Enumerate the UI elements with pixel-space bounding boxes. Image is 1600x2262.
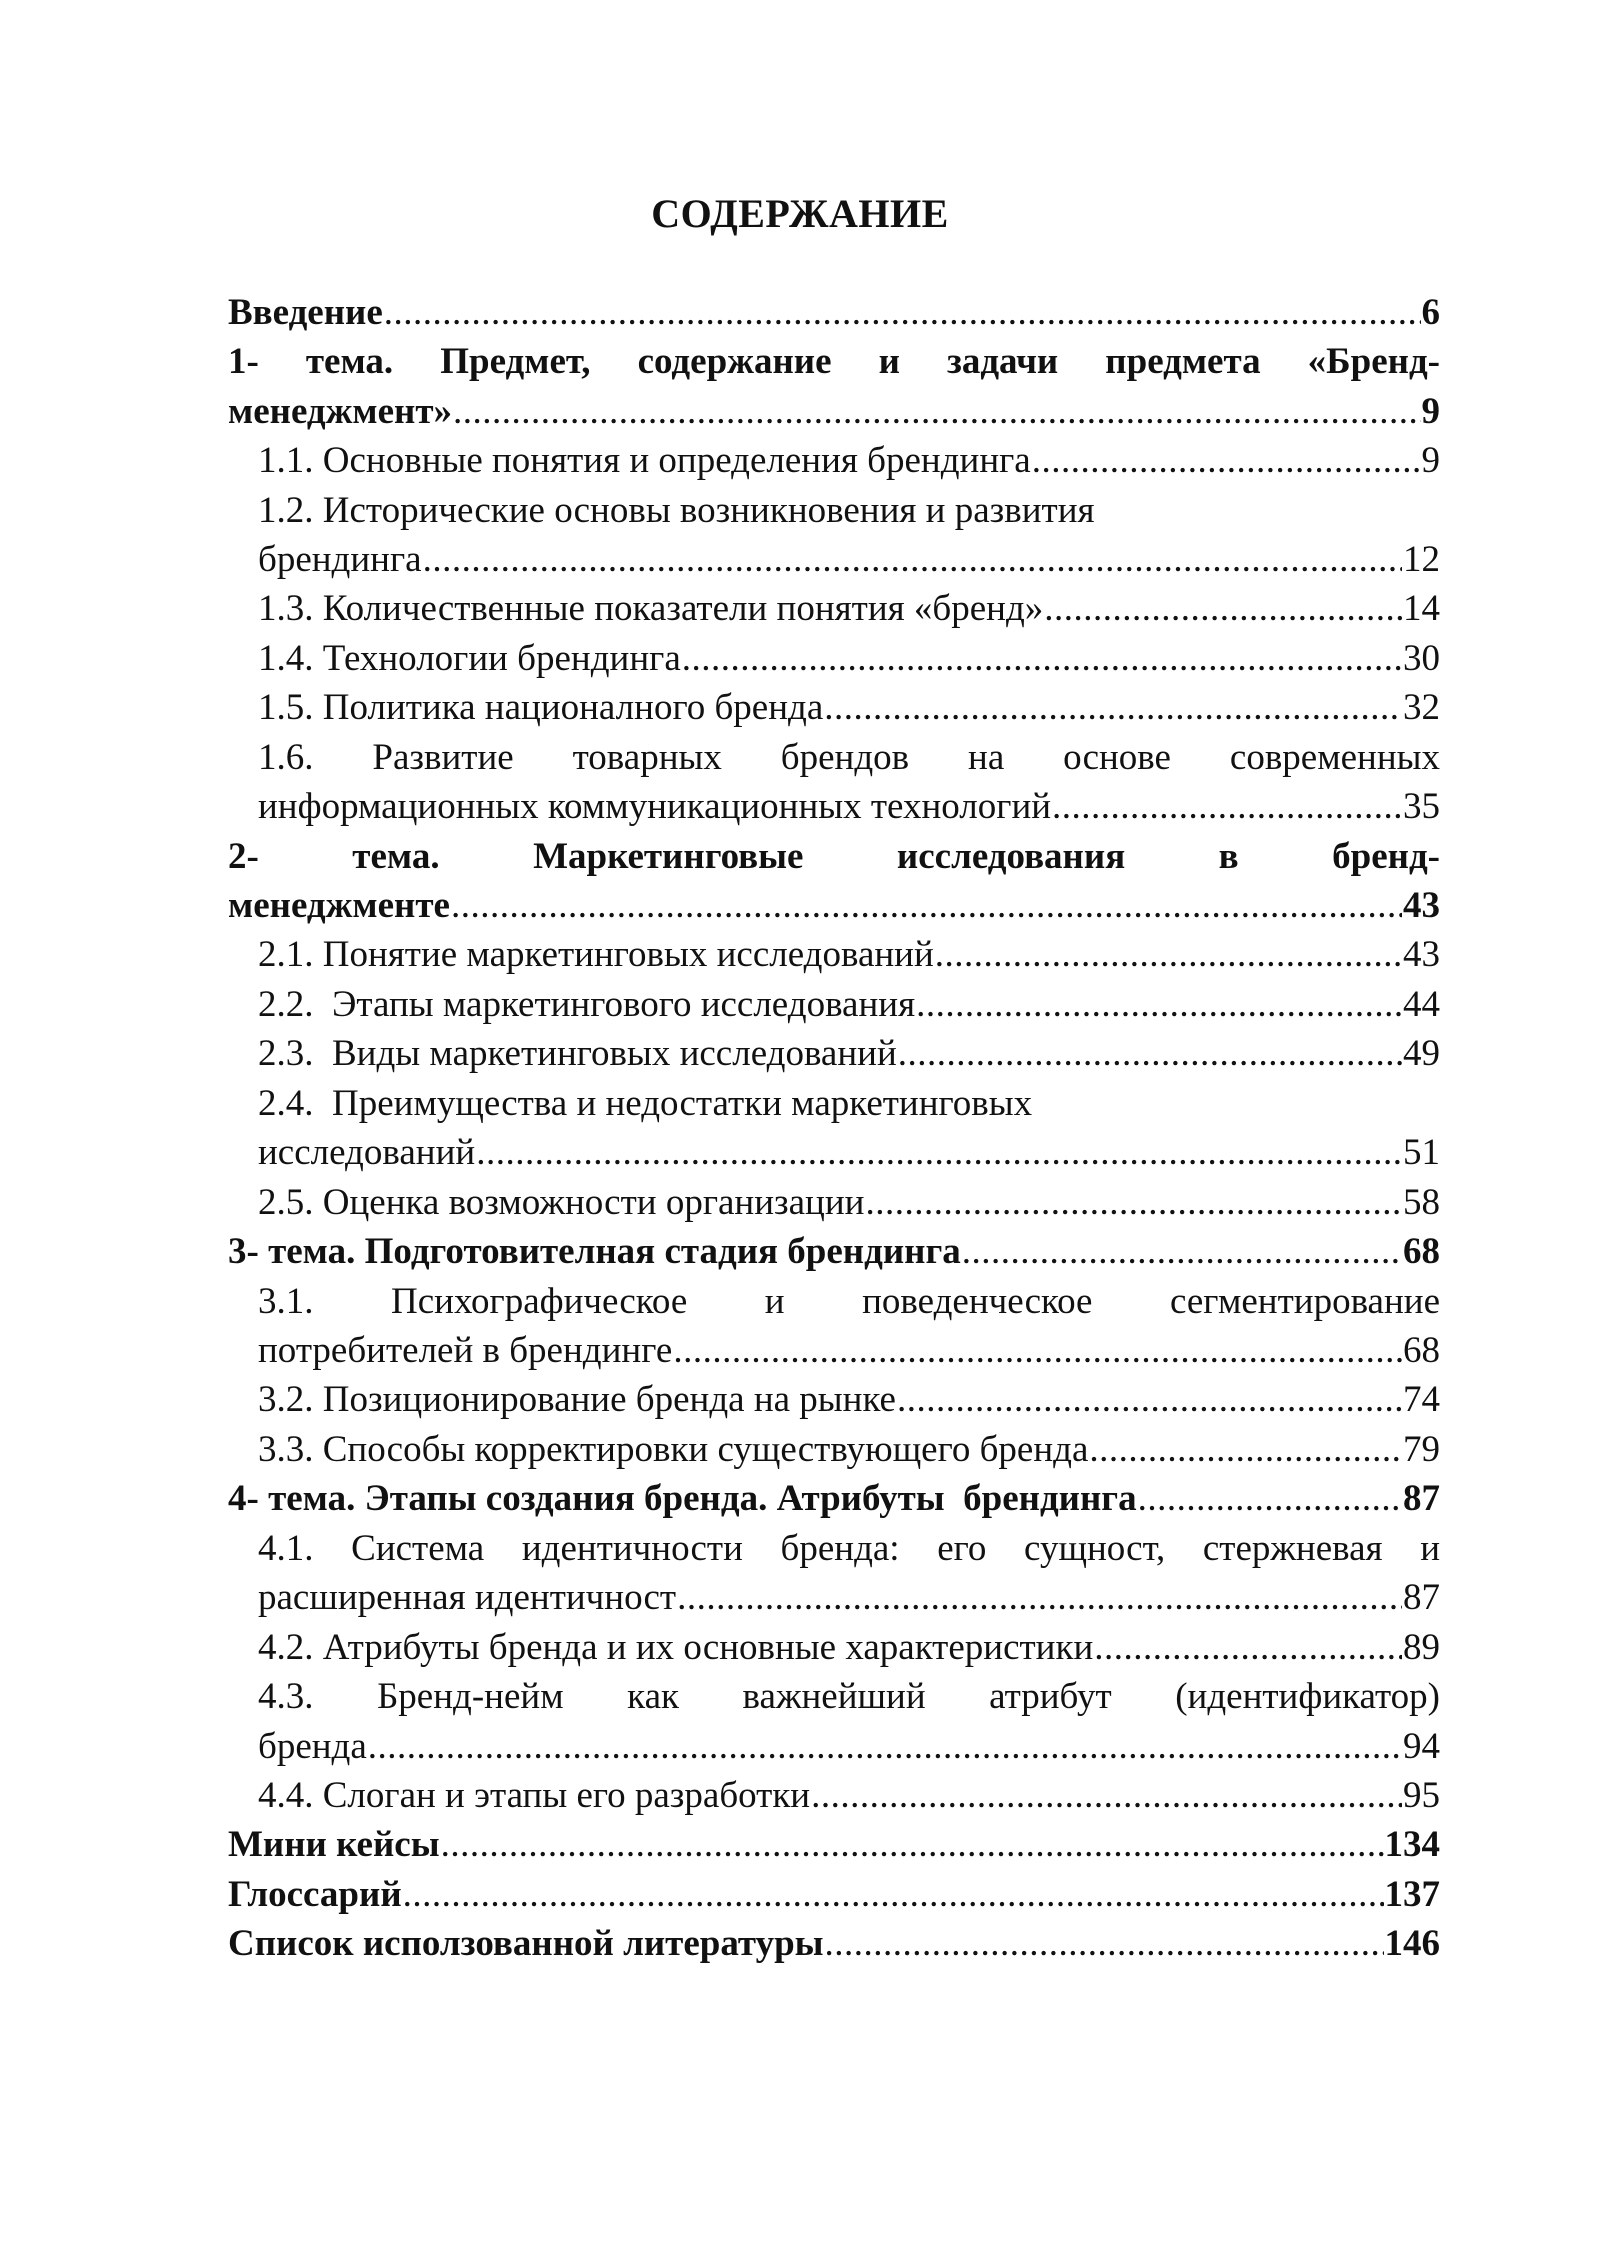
toc-entry-1-3[interactable] bbox=[258, 584, 1440, 634]
toc-label: 3- тема. Подготовителная стадия брендинга bbox=[228, 1231, 961, 1272]
toc-page-number: 9 bbox=[1421, 391, 1440, 432]
toc-entry-1-4[interactable] bbox=[258, 634, 1440, 684]
toc-entry-3-2[interactable] bbox=[258, 1375, 1440, 1425]
toc-label: 4.4. Слоган и этапы его разработки bbox=[258, 1775, 811, 1816]
toc-page-number: 43 bbox=[1403, 885, 1440, 926]
toc-entry-1-1[interactable] bbox=[258, 436, 1440, 486]
toc-entry-topic-2[interactable] bbox=[228, 881, 1440, 931]
toc-label: 2.4. Преимущества и недостатки маркетинговых bbox=[258, 1083, 1033, 1124]
toc-label: 2.1. Понятие маркетинговых исследований bbox=[258, 934, 934, 975]
toc-label: Мини кейсы bbox=[228, 1824, 440, 1865]
toc-label: Список исползованной литературы bbox=[228, 1923, 824, 1964]
toc-entry-3-3[interactable] bbox=[258, 1425, 1440, 1475]
toc-entry-1-6[interactable] bbox=[258, 782, 1440, 832]
toc-leader-dots bbox=[916, 980, 1402, 1030]
toc-page-number: 9 bbox=[1421, 440, 1440, 481]
toc-page-number: 68 bbox=[1403, 1231, 1440, 1272]
toc-label: 3.3. Способы корректировки существующего бренда bbox=[258, 1429, 1089, 1470]
toc-leader-dots bbox=[384, 288, 1421, 338]
toc-entry-4-1-line1[interactable] bbox=[258, 1524, 1440, 1574]
toc-entry-2-2[interactable] bbox=[258, 980, 1440, 1030]
toc-leader-dots bbox=[897, 1375, 1402, 1425]
toc-entry-2-4[interactable] bbox=[258, 1128, 1440, 1178]
toc-entry-topic-1-line1[interactable] bbox=[228, 337, 1440, 387]
toc-page-number: 137 bbox=[1384, 1874, 1440, 1915]
toc-label: 2.3. Виды маркетинговых исследований bbox=[258, 1033, 897, 1074]
toc-leader-dots bbox=[824, 683, 1402, 733]
toc-leader-dots bbox=[811, 1771, 1402, 1821]
toc-leader-dots bbox=[865, 1178, 1402, 1228]
toc-page-number: 43 bbox=[1403, 934, 1440, 975]
toc-leader-dots bbox=[453, 387, 1420, 437]
toc-label: брендинга bbox=[258, 539, 422, 580]
toc-entry-1-2[interactable] bbox=[258, 535, 1440, 585]
toc-page-number: 79 bbox=[1403, 1429, 1440, 1470]
toc-page-number: 35 bbox=[1403, 786, 1440, 827]
toc-entry-2-3[interactable] bbox=[258, 1029, 1440, 1079]
toc-entry-1-6-line1[interactable] bbox=[258, 733, 1440, 783]
toc-entry-intro[interactable] bbox=[228, 288, 1440, 338]
toc-label: исследований bbox=[258, 1132, 476, 1173]
toc-page-number: 87 bbox=[1403, 1577, 1440, 1618]
toc-label: 1.1. Основные понятия и определения брендинга bbox=[258, 440, 1031, 481]
toc-page-number: 44 bbox=[1403, 984, 1440, 1025]
toc-entry-references[interactable] bbox=[228, 1919, 1440, 1969]
toc-page-number: 87 bbox=[1403, 1478, 1440, 1519]
toc-label: 4.2. Атрибуты бренда и их основные характеристики bbox=[258, 1627, 1094, 1668]
toc-label: Введение bbox=[228, 292, 383, 333]
toc-page-number: 58 bbox=[1403, 1182, 1440, 1223]
toc-entry-4-4[interactable] bbox=[258, 1771, 1440, 1821]
toc-leader-dots bbox=[476, 1128, 1402, 1178]
toc-entry-4-1[interactable] bbox=[258, 1573, 1440, 1623]
toc-leader-dots bbox=[825, 1919, 1384, 1969]
toc-label: 2.2. Этапы маркетингового исследования bbox=[258, 984, 916, 1025]
toc-entry-topic-4[interactable] bbox=[228, 1474, 1440, 1524]
toc-label: информационных коммуникационных технологий bbox=[258, 786, 1052, 827]
toc-page-number: 134 bbox=[1384, 1824, 1440, 1865]
toc-label: 1.6. Развитие товарных брендов на основе современных bbox=[258, 737, 1440, 778]
toc-leader-dots bbox=[1138, 1474, 1402, 1524]
toc-leader-dots bbox=[451, 881, 1402, 931]
toc-page-number: 146 bbox=[1384, 1923, 1440, 1964]
toc-page-number: 95 bbox=[1403, 1775, 1440, 1816]
toc-leader-dots bbox=[677, 1573, 1402, 1623]
page-title: СОДЕРЖАНИЕ bbox=[651, 191, 949, 236]
toc-label: 2- тема. Маркетинговые исследования в бренд- bbox=[228, 836, 1440, 877]
toc-page-number: 32 bbox=[1403, 687, 1440, 728]
toc-entry-4-3[interactable] bbox=[258, 1722, 1440, 1772]
toc-entry-1-5[interactable] bbox=[258, 683, 1440, 733]
toc-entry-1-2-line1[interactable] bbox=[258, 486, 1440, 536]
toc-label: 1.4. Технологии брендинга bbox=[258, 638, 681, 679]
toc-entry-4-3-line1[interactable] bbox=[258, 1672, 1440, 1722]
toc-leader-dots bbox=[1052, 782, 1402, 832]
toc-entry-3-1-line1[interactable] bbox=[258, 1277, 1440, 1327]
toc-label: 1.2. Исторические основы возникновения и развития bbox=[258, 490, 1095, 531]
toc-entry-cases[interactable] bbox=[228, 1820, 1440, 1870]
toc-label: 1.3. Количественные показатели понятия «бренд» bbox=[258, 588, 1044, 629]
toc-label: 4.1. Система идентичности бренда: его сущност, стержневая и bbox=[258, 1528, 1440, 1569]
toc-label: 4.3. Бренд-нейм как важнейший атрибут (идентификатор) bbox=[258, 1676, 1440, 1717]
toc-leader-dots bbox=[1044, 584, 1402, 634]
toc-label: 4- тема. Этапы создания бренда. Атрибуты брендинга bbox=[228, 1478, 1137, 1519]
toc-leader-dots bbox=[1089, 1425, 1402, 1475]
toc-leader-dots bbox=[673, 1326, 1402, 1376]
toc-label: 2.5. Оценка возможности организации bbox=[258, 1182, 865, 1223]
toc-leader-dots bbox=[441, 1820, 1384, 1870]
toc-page-number: 68 bbox=[1403, 1330, 1440, 1371]
toc-page-number: 6 bbox=[1421, 292, 1440, 333]
toc-leader-dots bbox=[423, 535, 1402, 585]
toc-leader-dots bbox=[368, 1722, 1402, 1772]
toc-page-number: 51 bbox=[1403, 1132, 1440, 1173]
toc-entry-2-1[interactable] bbox=[258, 930, 1440, 980]
toc-leader-dots bbox=[935, 930, 1402, 980]
toc-entry-topic-1[interactable] bbox=[228, 387, 1440, 437]
toc-label: потребителей в брендинге bbox=[258, 1330, 673, 1371]
toc-page-number: 49 bbox=[1403, 1033, 1440, 1074]
toc-label: менеджменте bbox=[228, 885, 450, 926]
toc-entry-2-4-line1[interactable] bbox=[258, 1079, 1440, 1129]
toc-label: 3.2. Позиционирование бренда на рынке bbox=[258, 1379, 896, 1420]
toc-label: Глоссарий bbox=[228, 1874, 402, 1915]
toc-entry-glossary[interactable] bbox=[228, 1870, 1440, 1920]
toc-leader-dots bbox=[682, 634, 1402, 684]
toc-entry-topic-3[interactable] bbox=[228, 1227, 1440, 1277]
toc-label: расширенная идентичност bbox=[258, 1577, 677, 1618]
toc-label: 3.1. Психографическое и поведенческое сегментирование bbox=[258, 1281, 1440, 1322]
toc-entry-2-5[interactable] bbox=[258, 1178, 1440, 1228]
toc-leader-dots bbox=[1032, 436, 1421, 486]
toc-label: менеджмент» bbox=[228, 391, 453, 432]
toc-page-number: 94 bbox=[1403, 1726, 1440, 1767]
toc-label: 1.5. Политика националного бренда bbox=[258, 687, 824, 728]
toc-label: 1- тема. Предмет, содержание и задачи предмета «Бренд- bbox=[228, 341, 1440, 382]
toc-page-number: 14 bbox=[1403, 588, 1440, 629]
toc-entry-topic-2-line1[interactable] bbox=[228, 832, 1440, 882]
toc-leader-dots bbox=[962, 1227, 1402, 1277]
toc-page-number: 30 bbox=[1403, 638, 1440, 679]
toc-entry-3-1[interactable] bbox=[258, 1326, 1440, 1376]
toc-page-number: 12 bbox=[1403, 539, 1440, 580]
toc-label: бренда bbox=[258, 1726, 367, 1767]
toc-entry-4-2[interactable] bbox=[258, 1623, 1440, 1673]
toc-leader-dots bbox=[403, 1870, 1384, 1920]
toc-leader-dots bbox=[1094, 1623, 1402, 1673]
toc-page-number: 89 bbox=[1403, 1627, 1440, 1668]
toc-page-number: 74 bbox=[1403, 1379, 1440, 1420]
toc-leader-dots bbox=[898, 1029, 1402, 1079]
